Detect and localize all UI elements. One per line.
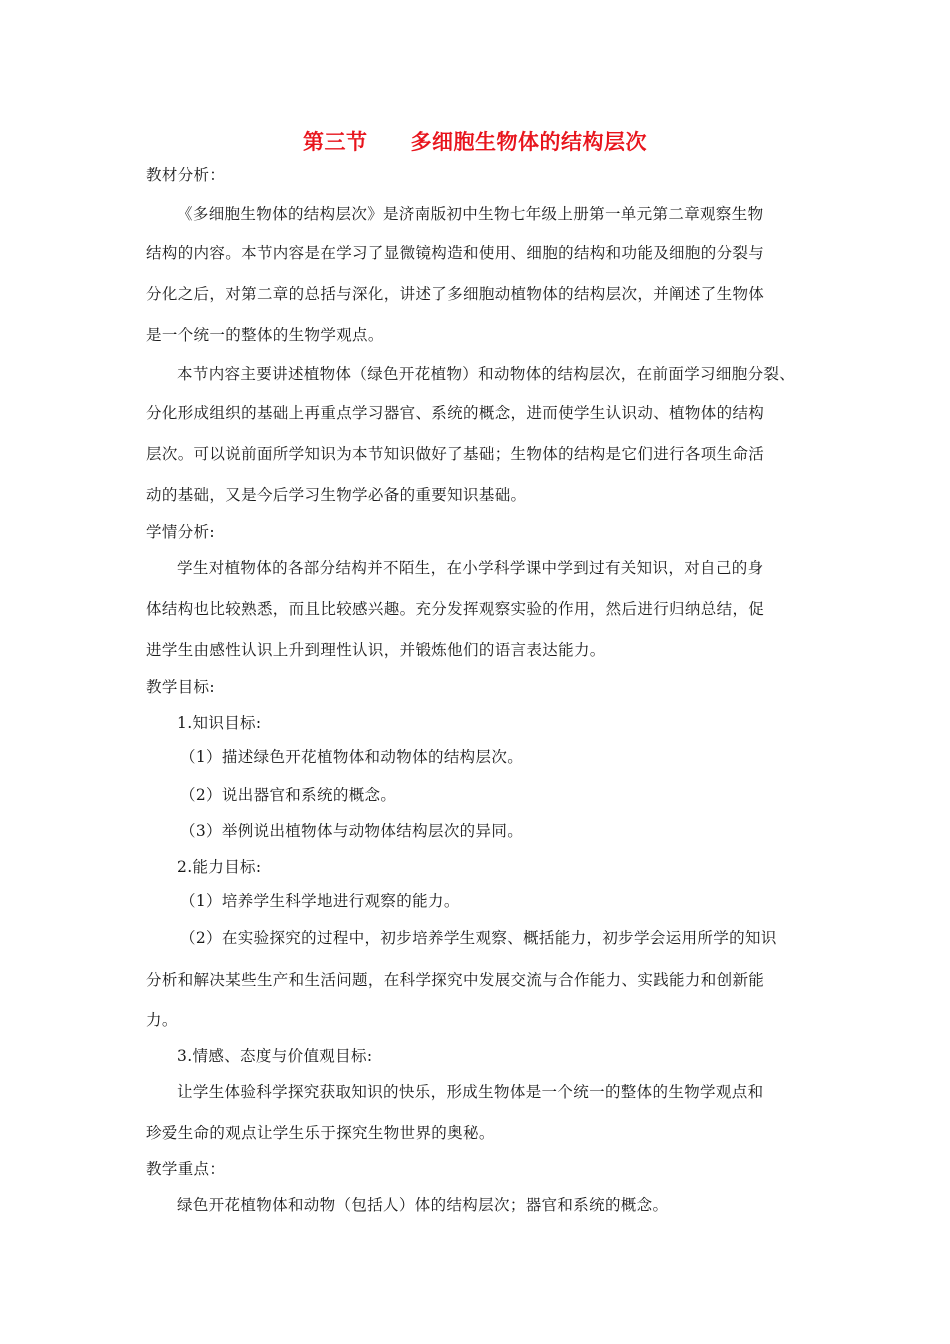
list-item: （2）在实验探究的过程中，初步培养学生观察、概括能力，初步学会运用所学的知识 xyxy=(180,929,777,947)
subheading-ability-goals: 2.能力目标: xyxy=(177,858,262,876)
list-item: （1）培养学生科学地进行观察的能力。 xyxy=(180,892,460,910)
paragraph-line: 体结构也比较熟悉，而且比较感兴趣。充分发挥观察实验的作用，然后进行归纳总结，促 xyxy=(146,600,765,618)
paragraph-line: 让学生体验科学探究获取知识的快乐，形成生物体是一个统一的整体的生物学观点和 xyxy=(177,1083,764,1101)
paragraph-line: 分化形成组织的基础上再重点学习器官、系统的概念，进而使学生认识动、植物体的结构 xyxy=(146,404,765,422)
section-heading-student-analysis: 学情分析: xyxy=(146,523,215,541)
paragraph-line: 分析和解决某些生产和生活问题，在科学探究中发展交流与合作能力、实践能力和创新能 xyxy=(146,971,765,989)
section-heading-key-points: 教学重点： xyxy=(146,1160,226,1178)
list-item: （1）描述绿色开花植物体和动物体的结构层次。 xyxy=(180,748,524,766)
paragraph-line: 学生对植物体的各部分结构并不陌生，在小学科学课中学到过有关知识，对自己的身 xyxy=(177,559,764,577)
paragraph-line: 是一个统一的整体的生物学观点。 xyxy=(146,326,384,344)
document-title: 第三节 多细胞生物体的结构层次 xyxy=(303,130,647,154)
list-item: （3）举例说出植物体与动物体结构层次的异同。 xyxy=(180,822,524,840)
list-item: （2）说出器官和系统的概念。 xyxy=(180,786,397,804)
section-heading-material-analysis: 教材分析： xyxy=(146,166,226,184)
subheading-knowledge-goals: 1.知识目标: xyxy=(177,714,262,732)
paragraph-line: 本节内容主要讲述植物体（绿色开花植物）和动物体的结构层次，在前面学习细胞分裂、 xyxy=(177,365,796,383)
paragraph-line: 层次。可以说前面所学知识为本节知识做好了基础；生物体的结构是它们进行各项生命活 xyxy=(146,445,765,463)
paragraph-line: 分化之后，对第二章的总括与深化，讲述了多细胞动植物体的结构层次，并阐述了生物体 xyxy=(146,285,765,303)
paragraph-line: 进学生由感性认识上升到理性认识，并锻炼他们的语言表达能力。 xyxy=(146,641,606,659)
paragraph-line: 结构的内容。本节内容是在学习了显微镜构造和使用、细胞的结构和功能及细胞的分裂与 xyxy=(146,244,765,262)
paragraph-line: 《多细胞生物体的结构层次》是济南版初中生物七年级上册第一单元第二章观察生物 xyxy=(177,205,764,223)
paragraph-line: 绿色开花植物体和动物（包括人）体的结构层次；器官和系统的概念。 xyxy=(177,1196,669,1214)
subheading-emotion-goals: 3.情感、态度与价值观目标: xyxy=(177,1047,373,1065)
paragraph-line: 动的基础，又是今后学习生物学必备的重要知识基础。 xyxy=(146,486,527,504)
paragraph-line: 珍爱生命的观点让学生乐于探究生物世界的奥秘。 xyxy=(146,1124,495,1142)
section-heading-teaching-goals: 教学目标: xyxy=(146,678,215,696)
paragraph-line: 力。 xyxy=(146,1011,178,1029)
